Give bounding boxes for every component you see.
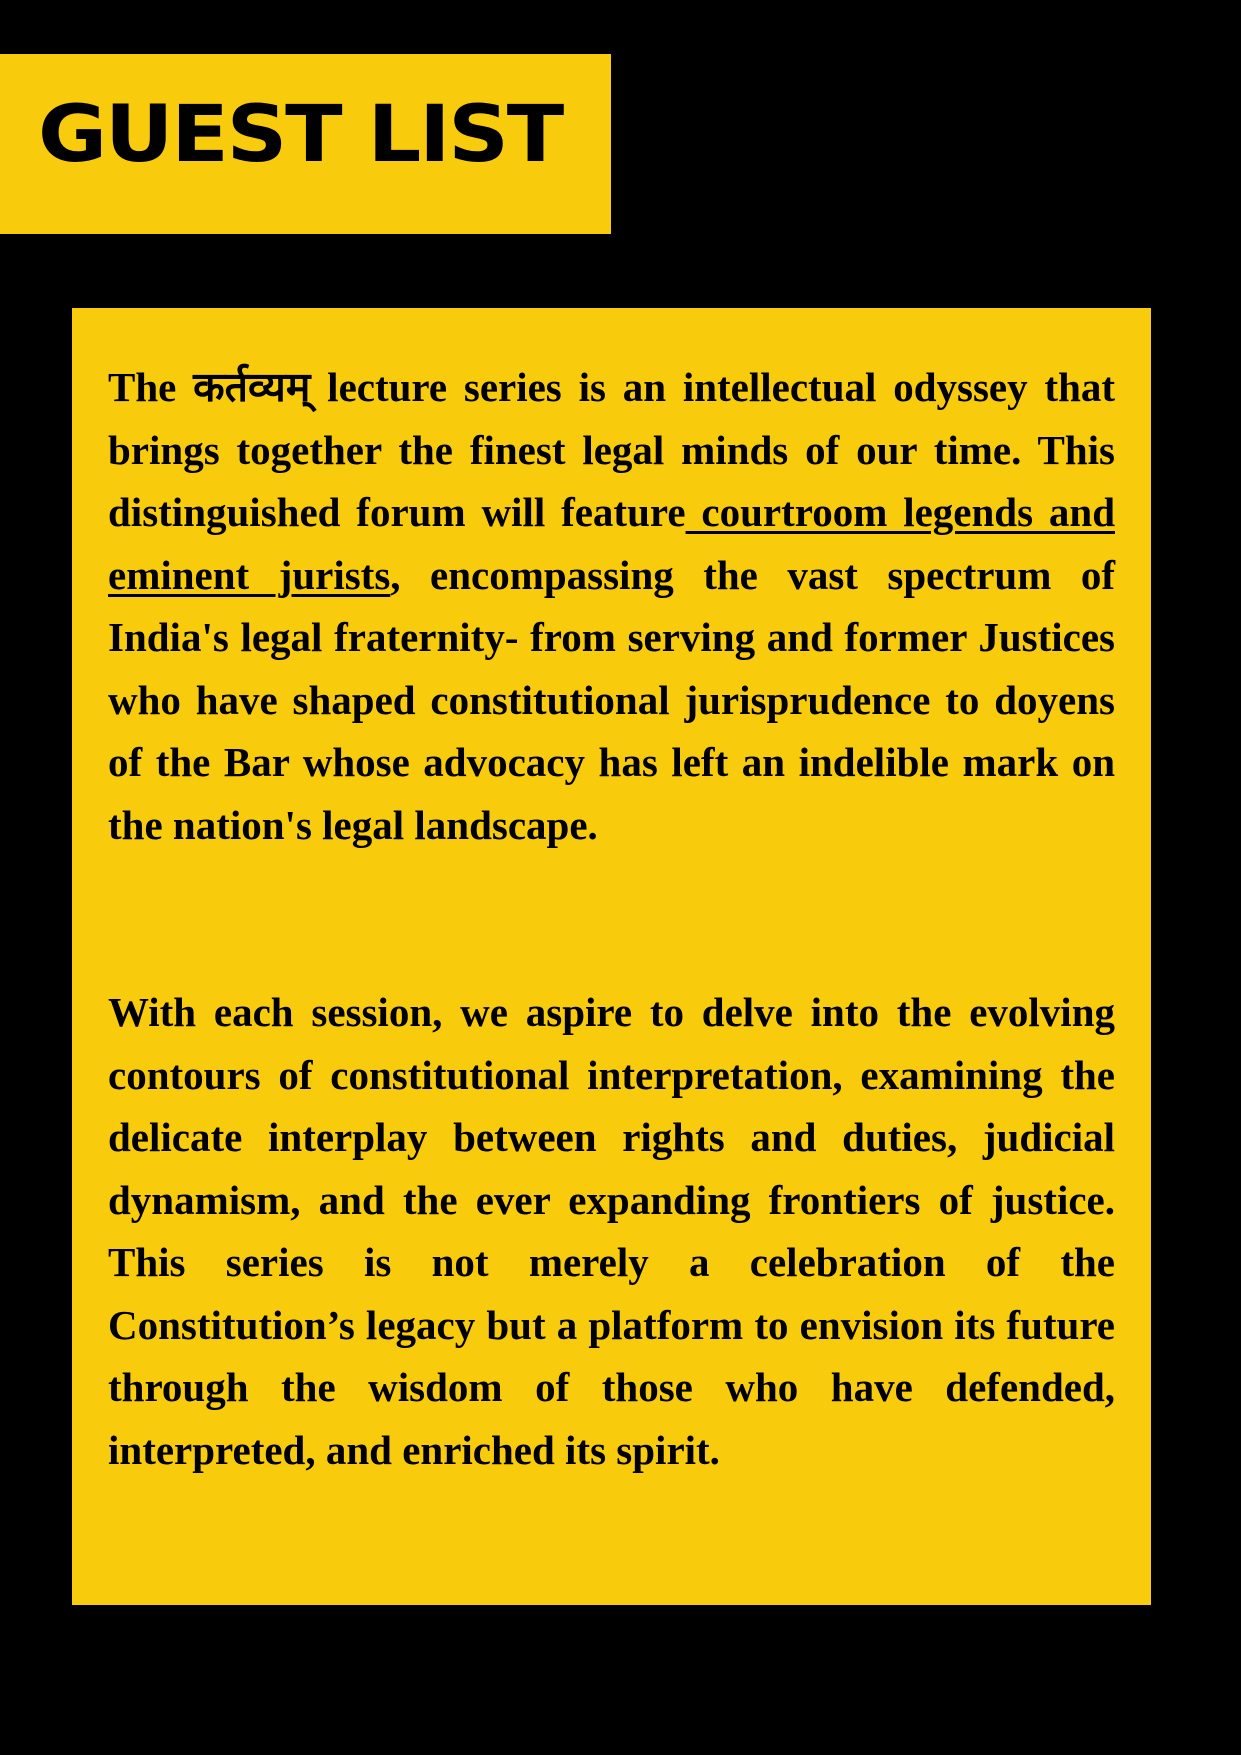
content-panel [72, 308, 1151, 1605]
intro-text-after-highlight: , encompassing the vast spectrum of India's legal fraternity- from serving and former Justices who have shaped constitutional jurisprudence to doyens of the Bar whose advocacy has left an indelible mark on the nation's legal landscape. [108, 551, 1115, 848]
title-banner [0, 54, 611, 234]
mission-paragraph: With each session, we aspire to delve into the evolving contours of constitutional interpretation, examining the delicate interplay between rights and duties, judicial dynamism, and the ever expanding frontiers of justice. This series is not merely a celebration of the Constitution’s legacy but a platform to envision its future through the wisdom of those who have defended, interpreted, and enriched its spirit. [108, 989, 1115, 1473]
page-title: GUEST LIST [38, 90, 563, 180]
series-name: कर्तव्यम् [193, 363, 311, 411]
intro-paragraph [108, 356, 1115, 856]
intro-text-before-highlight: lecture series is an intellectual odyssey that brings together the finest legal minds of our time. This distinguished forum will feature [108, 364, 1116, 535]
highlighted-phrase: courtroom legends and eminent jurists [108, 489, 1115, 598]
intro-lead: The [108, 364, 177, 410]
